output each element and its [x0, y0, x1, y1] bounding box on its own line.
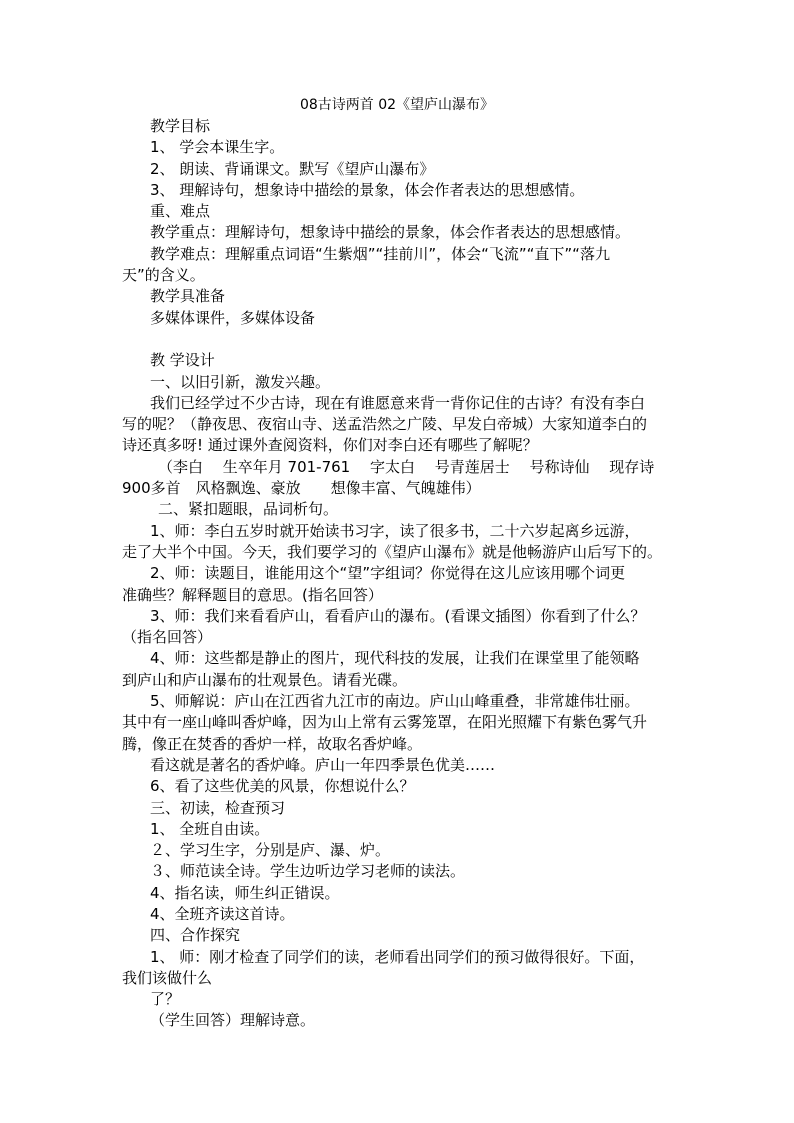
paragraph-line: 我们该做什么 — [122, 968, 213, 987]
section-heading: 教学具准备 — [150, 287, 226, 306]
paragraph-line: 1、 全班自由读。 — [150, 819, 270, 838]
paragraph-line: 写的呢？（静夜思、夜宿山寺、送孟浩然之广陵、早发白帝城）大家知道李白的 — [122, 415, 648, 434]
paragraph-line: 到庐山和庐山瀑布的壮观景色。请看光碟。 — [122, 670, 408, 689]
paragraph-line: 诗还真多呀! 通过课外查阅资料，你们对李白还有哪些了解呢？ — [122, 436, 538, 455]
paragraph-line: 3、 理解诗句，想象诗中描绘的景象，体会作者表达的思想感情。 — [150, 180, 585, 199]
paragraph-line: 1、师：李白五岁时就开始读书习字，读了很多书，二十六岁起离乡远游， — [150, 521, 640, 540]
section-heading: 三、初读，检查预习 — [150, 798, 286, 817]
paragraph-line: 1、 学会本课生字。 — [150, 138, 285, 157]
paragraph-line: 4、师：这些都是静止的图片，现代科技的发展，让我们在课堂里了能领略 — [150, 649, 640, 668]
paragraph-line: 教学难点：理解重点词语“生紫烟”“挂前川”，体会“飞流”“直下”“落九 — [150, 244, 610, 263]
paragraph-line: 准确些？解释题目的意思。(指名回答） — [122, 585, 383, 604]
paragraph-line: 天”的含义。 — [122, 266, 205, 285]
paragraph-line: 4、指名读，师生纠正错误。 — [150, 883, 340, 902]
section-heading: 二、紧扣题眼，品词析句。 — [158, 500, 339, 519]
paragraph-line: 我们已经学过不少古诗，现在有谁愿意来背一背你记住的古诗？有没有李白 — [150, 393, 646, 412]
section-heading: 一、以旧引新，激发兴趣。 — [150, 372, 331, 391]
paragraph-line: 1、 师：刚才检查了同学们的读，老师看出同学们的预习做得很好。下面， — [150, 947, 645, 966]
paragraph-line: 其中有一座山峰叫香炉峰，因为山上常有云雾笼罩，在阳光照耀下有紫色雾气升 — [122, 713, 648, 732]
paragraph-line: 教学重点：理解诗句，想象诗中描绘的景象，体会作者表达的思想感情。 — [150, 223, 631, 242]
paragraph-line: 看这就是著名的香炉峰。庐山一年四季景色优美…… — [150, 755, 496, 774]
paragraph-line: ２、学习生字，分别是庐、瀑、炉。 — [150, 841, 391, 860]
section-heading: 四、合作探究 — [150, 926, 241, 945]
paragraph-line: ３、师范读全诗。学生边听边学习老师的读法。 — [150, 862, 466, 881]
paragraph-line: （李白 生卒年月 701-761 字太白 号青莲居士 号称诗仙 现存诗 — [158, 457, 655, 476]
paragraph-line: 900多首 风格飘逸、豪放 想像丰富、气魄雄伟） — [122, 479, 481, 498]
paragraph-line: 5、师解说：庐山在江西省九江市的南边。庐山山峰重叠，非常雄伟壮丽。 — [150, 692, 640, 711]
section-heading: 教学目标 — [150, 117, 211, 135]
document-title: 08古诗两首 02《望庐山瀑布》 — [299, 97, 495, 113]
paragraph-line: 腾，像正在焚香的香炉一样，故取名香炉峰。 — [122, 734, 423, 753]
paragraph-line: 2、师：读题目，谁能用这个“望”字组词？你觉得在这儿应该用哪个词更 — [150, 564, 626, 583]
paragraph-line: （指名回答） — [122, 628, 213, 647]
document-body — [122, 116, 682, 1032]
paragraph-line: 了？ — [150, 990, 181, 1009]
paragraph-line: 2、 朗读、背诵课文。默写《望庐山瀑布》 — [150, 159, 435, 178]
paragraph-line: （学生回答）理解诗意。 — [150, 1011, 316, 1030]
paragraph-line: 走了大半个中国。今天，我们要学习的《望庐山瀑布》就是他畅游庐山后写下的。 — [122, 542, 663, 561]
section-heading: 教 学设计 — [150, 351, 215, 370]
paragraph-line: 6、看了这些优美的风景，你想说什么？ — [150, 777, 415, 796]
paragraph-line: 多媒体课件，多媒体设备 — [150, 308, 316, 327]
paragraph-line: 4、全班齐读这首诗。 — [150, 904, 295, 923]
blank-line — [122, 329, 682, 350]
paragraph-line: 3、师：我们来看看庐山，看看庐山的瀑布。(看课文插图）你看到了什么？ — [150, 606, 646, 625]
section-heading: 重、难点 — [150, 202, 211, 221]
